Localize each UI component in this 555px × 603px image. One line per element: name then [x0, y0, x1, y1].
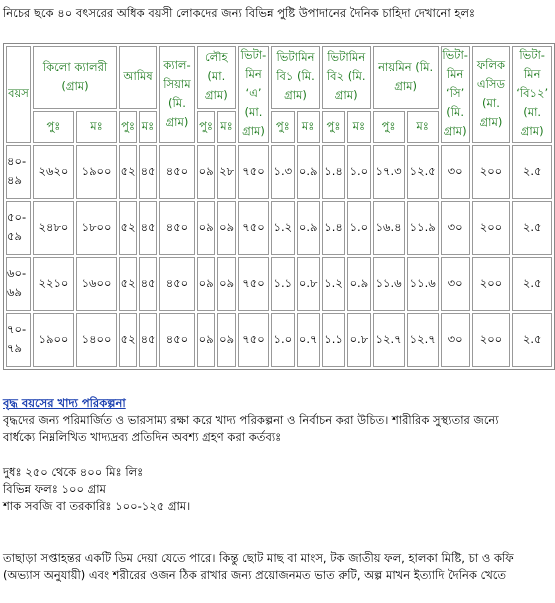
subheader-male: পুঃ: [33, 111, 74, 143]
table-row: [6, 313, 552, 367]
cell-calcium: ৪৫০: [159, 201, 195, 255]
header-vitamin-b2: ভিটামিন বি২ (মি. গ্রাম): [322, 46, 371, 109]
cell-niacin-female: ১১.৯: [407, 201, 439, 255]
header-vitamin-c: ভিটা- মিন ‘সি’ (মি. গ্রাম): [441, 46, 470, 143]
cell-b2-female: ০.৯: [347, 257, 370, 311]
cell-b2-male: ১.১: [322, 313, 345, 367]
list-item-milk: দুধঃ ২৫০ থেকে ৪০০ মিঃ লিঃ: [3, 465, 144, 479]
cell-b1-female: ০.৭: [297, 313, 320, 367]
cell-kcal-female: ১৯০০: [76, 145, 117, 199]
subheader-male: পুঃ: [373, 111, 405, 143]
header-iron: লৌহ (মা. গ্রাম): [197, 46, 236, 109]
table-subheader-row: [6, 111, 552, 143]
cell-b1-male: ১.২: [271, 201, 294, 255]
subheader-female: মঃ: [139, 111, 157, 143]
cell-age: ৭০- ৭৯: [6, 313, 31, 367]
list-item-vegetables: শাক সবজি বা তরকারিঃ ১০০-১২৫ গ্রাম।: [3, 499, 191, 513]
cell-kcal-female: ১৬০০: [76, 257, 117, 311]
cell-niacin-male: ১৬.৪: [373, 201, 405, 255]
subheader-male: পুঃ: [322, 111, 345, 143]
table-row: [6, 257, 552, 311]
cell-iron-male: ০৯: [197, 257, 215, 311]
cell-protein-male: ৫২: [119, 201, 137, 255]
cell-b1-male: ১.১: [271, 257, 294, 311]
cell-b2-male: ১.৪: [322, 201, 345, 255]
cell-kcal-male: ২২১০: [33, 257, 74, 311]
header-kcal: কিলো ক্যালরী (গ্রাম): [33, 46, 117, 109]
list-item-fruit: বিভিন্ন ফলঃ ১০০ গ্রাম: [3, 482, 106, 496]
subheader-female: মঃ: [217, 111, 235, 143]
cell-vitamin-c: ৩০: [441, 145, 470, 199]
paragraph-line: তাছাড়া সপ্তাহন্তর একটি ডিম দেয়া যেতে পারে। কিন্তু ছোট মাছ বা মাংস, টক জাতীয় ফল, হালকা মিষ্টি, চা ও কফি: [3, 551, 514, 565]
cell-niacin-male: ১৭.৩: [373, 145, 405, 199]
paragraph-line: (অভ্যাস অনুযায়ী) এবং শরীরের ওজন ঠিক রাখার জন্য প্রয়োজনমত ভাত রুটি, অল্প মাখন ইত্যাদি দৈনিক খেতে: [3, 568, 507, 582]
cell-vitamin-a: ৭৫০: [238, 257, 269, 311]
cell-vitamin-c: ৩০: [441, 257, 470, 311]
header-protein: আমিষ: [119, 46, 157, 109]
subheader-male: পুঃ: [197, 111, 215, 143]
cell-vitamin-a: ৭৫০: [238, 145, 269, 199]
cell-iron-female: ০৯: [217, 313, 235, 367]
cell-vitamin-b12: ২.৫: [512, 313, 552, 367]
cell-protein-female: ৪৫: [139, 257, 157, 311]
cell-protein-male: ৫২: [119, 257, 137, 311]
cell-protein-female: ৪৫: [139, 145, 157, 199]
cell-protein-male: ৫২: [119, 313, 137, 367]
cell-folic-acid: ২০০: [472, 145, 511, 199]
cell-b1-female: ০.৯: [297, 201, 320, 255]
cell-iron-male: ০৯: [197, 201, 215, 255]
header-vitamin-a: ভিটা- মিন ‘এ’ (মা. গ্রাম): [238, 46, 269, 143]
section-title: বৃদ্ধ বয়সের খাদ্য পরিকল্পনা: [3, 396, 126, 410]
cell-folic-acid: ২০০: [472, 313, 511, 367]
cell-iron-male: ০৯: [197, 313, 215, 367]
cell-b2-male: ১.৪: [322, 145, 345, 199]
cell-niacin-male: ১১.৬: [373, 257, 405, 311]
table-header-row: [6, 46, 552, 109]
subheader-female: মঃ: [407, 111, 439, 143]
cell-niacin-female: ১২.৭: [407, 313, 439, 367]
table-row: [6, 145, 552, 199]
paragraph-line: বার্ধক্যে নিম্নলিখিত খাদ্যদ্রব্য প্রতিদিন অবশ্য গ্রহণ করা কর্তব্যঃ: [3, 430, 282, 444]
header-vitamin-b12: ভিটা- মিন ‘বি১২’ (মা. গ্রাম): [512, 46, 552, 143]
cell-iron-female: ২৮: [217, 145, 235, 199]
cell-b1-female: ০.৯: [297, 145, 320, 199]
cell-b1-male: ১.০: [271, 313, 294, 367]
cell-b2-male: ১.২: [322, 257, 345, 311]
cell-vitamin-b12: ২.৫: [512, 145, 552, 199]
cell-b1-female: ০.৮: [297, 257, 320, 311]
cell-protein-female: ৪৫: [139, 201, 157, 255]
subheader-female: মঃ: [297, 111, 320, 143]
cell-protein-female: ৪৫: [139, 313, 157, 367]
cell-folic-acid: ২০০: [472, 201, 511, 255]
subheader-female: মঃ: [347, 111, 370, 143]
cell-kcal-female: ১৪০০: [76, 313, 117, 367]
cell-calcium: ৪৫০: [159, 145, 195, 199]
cell-vitamin-c: ৩০: [441, 201, 470, 255]
header-age: বয়স: [6, 46, 31, 143]
header-folic-acid: ফলিক এসিড (মা. গ্রাম): [472, 46, 511, 143]
cell-kcal-male: ২৬২০: [33, 145, 74, 199]
cell-b2-female: ০.৮: [347, 313, 370, 367]
cell-calcium: ৪৫০: [159, 313, 195, 367]
cell-vitamin-a: ৭৫০: [238, 201, 269, 255]
cell-iron-male: ০৯: [197, 145, 215, 199]
intro-text: নিচের ছকে ৪০ বৎসরের অধিক বয়সী লোকদের জন্য বিভিন্ন পুষ্টি উপাদানের দৈনিক চাহিদা দেখানো হলঃ: [3, 6, 476, 20]
cell-vitamin-b12: ২.৫: [512, 201, 552, 255]
cell-iron-female: ০৯: [217, 201, 235, 255]
cell-age: ৬০- ৬৯: [6, 257, 31, 311]
cell-b1-male: ১.৩: [271, 145, 294, 199]
cell-kcal-male: ২৪৮০: [33, 201, 74, 255]
header-niacin: নায়মিন (মি. গ্রাম): [373, 46, 439, 109]
paragraph-line: বৃদ্ধদের জন্য পরিমার্জিত ও ভারসাম্য রক্ষা করে খাদ্য পরিকল্পনা ও নির্বাচন করা উচিত। শারীরিক সুস্থ্যতার জন্যে: [3, 413, 499, 427]
cell-vitamin-c: ৩০: [441, 313, 470, 367]
nutrition-table: [3, 43, 555, 370]
cell-calcium: ৪৫০: [159, 257, 195, 311]
cell-vitamin-a: ৭৫০: [238, 313, 269, 367]
subheader-male: পুঃ: [119, 111, 137, 143]
cell-age: ৫০- ৫৯: [6, 201, 31, 255]
cell-niacin-male: ১২.৭: [373, 313, 405, 367]
cell-b2-female: ১.০: [347, 201, 370, 255]
cell-age: ৪০- ৪৯: [6, 145, 31, 199]
header-vitamin-b1: ভিটামিন বি১ (মি. গ্রাম): [271, 46, 320, 109]
cell-kcal-female: ১৮০০: [76, 201, 117, 255]
cell-vitamin-b12: ২.৫: [512, 257, 552, 311]
cell-protein-male: ৫২: [119, 145, 137, 199]
subheader-female: মঃ: [76, 111, 117, 143]
cell-iron-female: ০৯: [217, 257, 235, 311]
header-calcium: ক্যাল- সিয়াম (মি. গ্রাম): [159, 46, 195, 143]
cell-niacin-female: ১২.৫: [407, 145, 439, 199]
cell-kcal-male: ১৯০০: [33, 313, 74, 367]
table-row: [6, 201, 552, 255]
cell-folic-acid: ২০০: [472, 257, 511, 311]
cell-niacin-female: ১১.৬: [407, 257, 439, 311]
cell-b2-female: ১.০: [347, 145, 370, 199]
subheader-male: পুঃ: [271, 111, 294, 143]
